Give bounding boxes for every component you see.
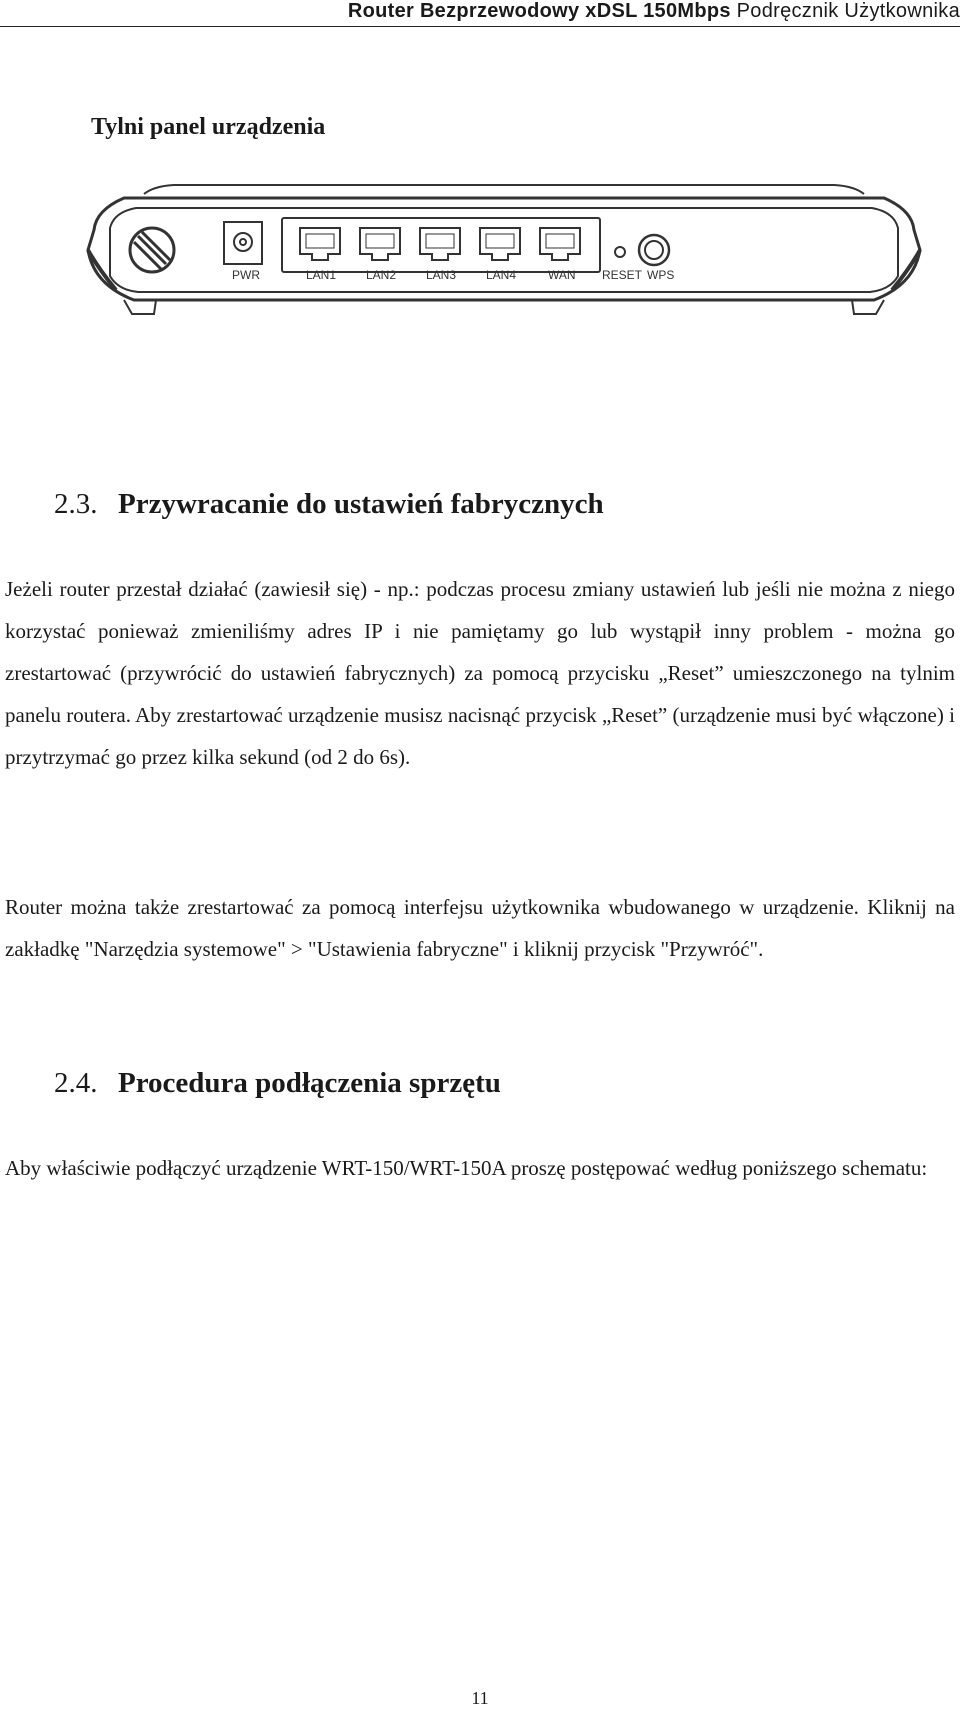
section-2-4-number: 2.4. — [54, 1067, 98, 1099]
label-lan1: LAN1 — [306, 268, 337, 282]
section-2-4-title — [54, 1067, 501, 1100]
rear-panel-labels — [84, 268, 924, 288]
page-number: 11 — [471, 1688, 489, 1708]
label-wan: WAN — [548, 268, 576, 282]
label-reset: RESET — [602, 268, 643, 282]
label-wps: WPS — [647, 268, 675, 282]
section-2-4-text: Procedura podłączenia sprzętu — [118, 1067, 501, 1099]
section-2-3-title — [54, 488, 604, 521]
rear-panel-heading: Tylni panel urządzenia — [91, 114, 326, 140]
section-2-4-paragraph-1: Aby właściwie podłączyć urządzenie WRT-150/WRT-150A proszę postępować według poniższego schematu: — [5, 1156, 928, 1180]
header-manual-name: Podręcznik Użytkownika — [736, 0, 960, 22]
page-header — [0, 0, 960, 27]
label-lan2: LAN2 — [366, 268, 397, 282]
section-2-3-text: Przywracanie do ustawień fabrycznych — [118, 488, 604, 520]
section-2-3-number: 2.3. — [54, 488, 98, 520]
label-lan4: LAN4 — [486, 268, 517, 282]
header-product-name: Router Bezprzewodowy xDSL 150Mbps — [347, 0, 731, 22]
header-title — [348, 0, 960, 23]
section-2-3-paragraph-1: Jeżeli router przestał działać (zawiesił się) - np.: podczas procesu zmiany ustawień lub jeśli nie można z niego korzystać ponieważ zmieniliśmy adres IP i nie pamiętamy go lub wystąpił inny problem - można go zrestartować (przywrócić do ustawień fabrycznych) za pomocą przycisku „Reset” umieszczonego na tylnim panelu routera. Aby zrestartować urządzenie musisz nacisnąć przycisk „Reset” (urządzenie musi być włączone) i przytrzymać go przez kilka sekund (od 2 do 6s). — [5, 577, 955, 769]
label-pwr: PWR — [232, 268, 260, 282]
label-lan3: LAN3 — [426, 268, 457, 282]
rear-panel-figure — [84, 150, 924, 400]
section-2-3-paragraph-2: Router można także zrestartować za pomocą interfejsu użytkownika wbudowanego w urządzenie. Kliknij na zakładkę "Narzędzia systemowe" > "Ustawienia fabryczne" i kliknij przycisk "Przywróć". — [5, 895, 955, 961]
